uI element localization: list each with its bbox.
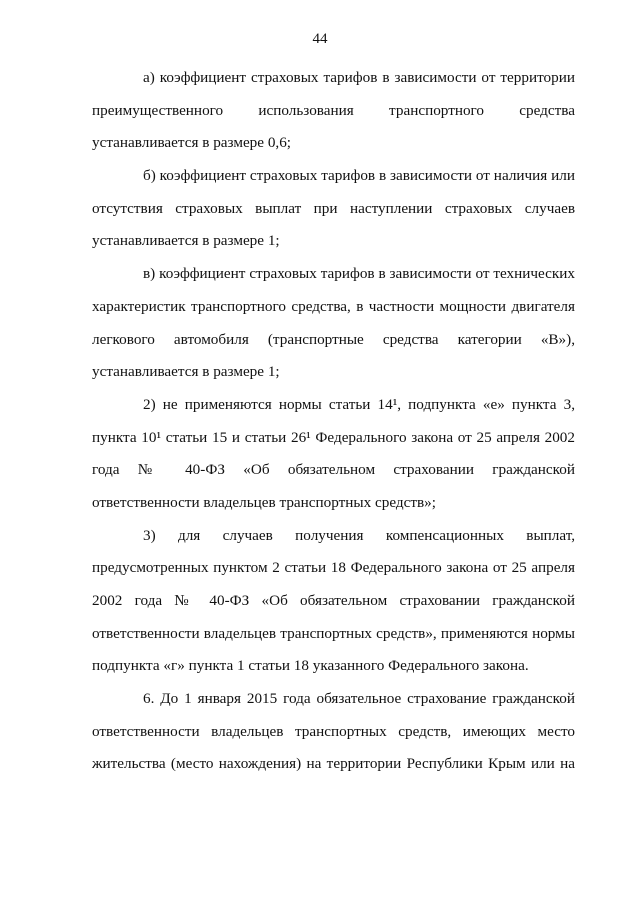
text-line: легкового автомобиля (транспортные средства категории «В»), bbox=[92, 330, 575, 348]
text-line: устанавливается в размере 1; bbox=[92, 363, 280, 381]
text-line: ответственности владельцев транспортных средств, имеющих место bbox=[92, 722, 575, 740]
text-line: устанавливается в размере 0,6; bbox=[92, 134, 292, 152]
paragraph bbox=[92, 160, 575, 258]
text-line: 6. До 1 января 2015 года обязательное страхование гражданской bbox=[143, 690, 575, 708]
text-line: устанавливается в размере 1; bbox=[92, 232, 280, 250]
text-line: предусмотренных пунктом 2 статьи 18 Федерального закона от 25 апреля bbox=[92, 559, 575, 577]
page-number: 44 bbox=[312, 31, 328, 47]
text-line: преимущественного использования транспортного средства bbox=[92, 101, 575, 119]
text-line: года № 40-ФЗ «Об обязательном страховании гражданской bbox=[92, 461, 575, 479]
text-line: характеристик транспортного средства, в частности мощности двигателя bbox=[92, 297, 575, 315]
text-line: пункта 10¹ статьи 15 и статьи 26¹ Федерального закона от 25 апреля 2002 bbox=[92, 428, 575, 446]
text-line: б) коэффициент страховых тарифов в зависимости от наличия или bbox=[143, 167, 575, 185]
document-body bbox=[92, 62, 575, 781]
text-line: а) коэффициент страховых тарифов в зависимости от территории bbox=[143, 69, 575, 86]
paragraph bbox=[92, 520, 575, 683]
paragraph bbox=[92, 258, 575, 389]
text-line: отсутствия страховых выплат при наступлении страховых случаев bbox=[92, 199, 575, 217]
text-line: в) коэффициент страховых тарифов в зависимости от технических bbox=[143, 265, 575, 283]
text-line: жительства (место нахождения) на территории Республики Крым или на bbox=[92, 755, 575, 773]
paragraph bbox=[92, 389, 575, 520]
text-line: ответственности владельцев транспортных средств», применяются нормы bbox=[92, 624, 575, 642]
text-line: 2) не применяются нормы статьи 14¹, подпункта «е» пункта 3, bbox=[143, 395, 575, 413]
text-line: 2002 года № 40-ФЗ «Об обязательном страховании гражданской bbox=[92, 592, 575, 609]
paragraph bbox=[92, 683, 575, 781]
paragraph bbox=[92, 62, 575, 160]
text-line: ответственности владельцев транспортных средств»; bbox=[92, 493, 436, 511]
text-line: 3) для случаев получения компенсационных выплат, bbox=[143, 526, 575, 544]
text-line: подпункта «г» пункта 1 статьи 18 указанного Федерального закона. bbox=[92, 657, 529, 675]
